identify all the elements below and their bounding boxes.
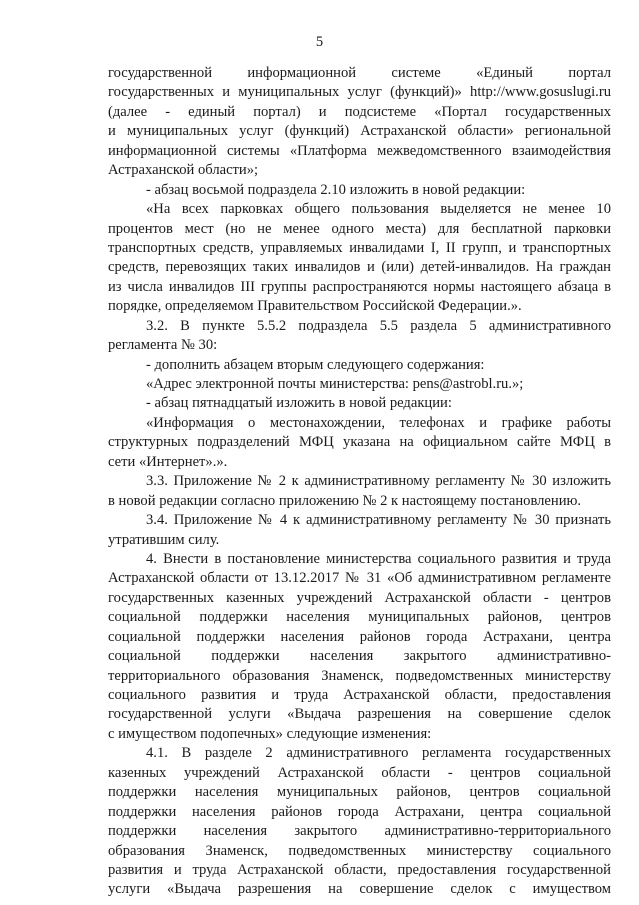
text-line: с имуществом подопечных» следующие изменения:	[108, 725, 432, 742]
text-line: Астраханской области от 13.12.2017 № 31 «Об административном регламенте	[108, 570, 611, 587]
text-line: - абзац восьмой подраздела 2.10 изложить в новой редакции:	[146, 181, 526, 198]
text-line: регламента № 30:	[108, 337, 218, 354]
text-line: социального развития и труда Астраханской области, предоставления	[108, 687, 611, 703]
text-line: в новой редакции согласно приложению № 2 к настоящему постановлению.	[108, 492, 582, 509]
text-line: 3.4. Приложение № 4 к административному регламенту № 30 признать	[146, 512, 611, 529]
text-line: - абзац пятнадцатый изложить в новой редакции:	[146, 395, 452, 412]
text-line: 3.3. Приложение № 2 к административному регламенту № 30 изложить	[146, 473, 611, 490]
text-line: образования Знаменск, подведомственных министерству социального	[108, 842, 611, 859]
text-line: развития и труда Астраханской области, предоставления государственной	[108, 861, 611, 878]
text-line: средств, перевозящих таких инвалидов и (или) детей-инвалидов. На граждан	[108, 259, 611, 276]
page-number: 5	[315, 34, 324, 50]
text-line: «Адрес электронной почты министерства: pens@astrobl.ru.»;	[146, 376, 524, 392]
text-line: государственной услуги «Выдача разрешения на совершение сделок	[108, 706, 611, 723]
text-line: процентов мест (но не менее одного места) для бесплатной парковки	[108, 220, 611, 237]
text-line: «Информация о местонахождении, телефонах и графике работы	[146, 414, 611, 431]
text-line: (далее - единый портал) и подсистеме «Портал государственных	[108, 103, 611, 120]
text-line: - дополнить абзацем вторым следующего содержания:	[146, 356, 485, 373]
text-line: 4. Внести в постановление министерства социального развития и труда	[146, 550, 611, 567]
text-line: поддержки населения муниципальных районов, центров социальной	[108, 784, 611, 801]
text-line: государственной информационной системе «Единый портал	[108, 65, 611, 81]
text-line: из числа инвалидов III группы распространяются нормы настоящего абзаца в	[108, 278, 611, 295]
text-line: сети «Интернет».».	[108, 453, 228, 470]
text-line: Астраханской области»;	[108, 162, 259, 179]
text-line: утратившим силу.	[108, 531, 220, 548]
text-line: государственных казенных учреждений Астраханской области - центров	[108, 589, 611, 606]
text-line: поддержки населения закрытого административно-территориального	[108, 823, 611, 840]
text-line: казенных учреждений Астраханской области - центров социальной	[108, 764, 611, 781]
document-body	[108, 64, 611, 900]
text-line: порядке, определяемом Правительством Российской Федерации.».	[108, 298, 522, 315]
text-line: территориального образования Знаменск, подведомственных министерству	[108, 667, 611, 684]
text-line: социальной поддержки населения районов города Астрахани, центра	[108, 628, 611, 645]
text-line: 4.1. В разделе 2 административного регламента государственных	[146, 745, 611, 762]
text-line: социальной поддержки населения закрытого административно-	[108, 648, 611, 665]
text-line: государственных и муниципальных услуг (функций)» http://www.gosuslugi.ru	[108, 84, 611, 101]
text-line: социальной поддержки населения муниципальных районов, центров	[108, 609, 611, 626]
text-line: транспортных средств, управляемых инвалидами I, II групп, и транспортных	[108, 239, 611, 256]
text-line: услуги «Выдача разрешения на совершение сделок с имуществом	[108, 881, 611, 898]
text-line: и муниципальных услуг (функций) Астраханской области» региональной	[108, 123, 611, 140]
text-line: «На всех парковках общего пользования выделяется не менее 10	[146, 201, 611, 218]
text-line: структурных подразделений МФЦ указана на официальном сайте МФЦ в	[108, 434, 611, 451]
text-line: поддержки населения районов города Астрахани, центра социальной	[108, 803, 611, 820]
text-line: информационной системы «Платформа межведомственного взаимодействия	[108, 142, 611, 159]
text-line: 3.2. В пункте 5.5.2 подраздела 5.5 раздела 5 административного	[146, 317, 611, 334]
